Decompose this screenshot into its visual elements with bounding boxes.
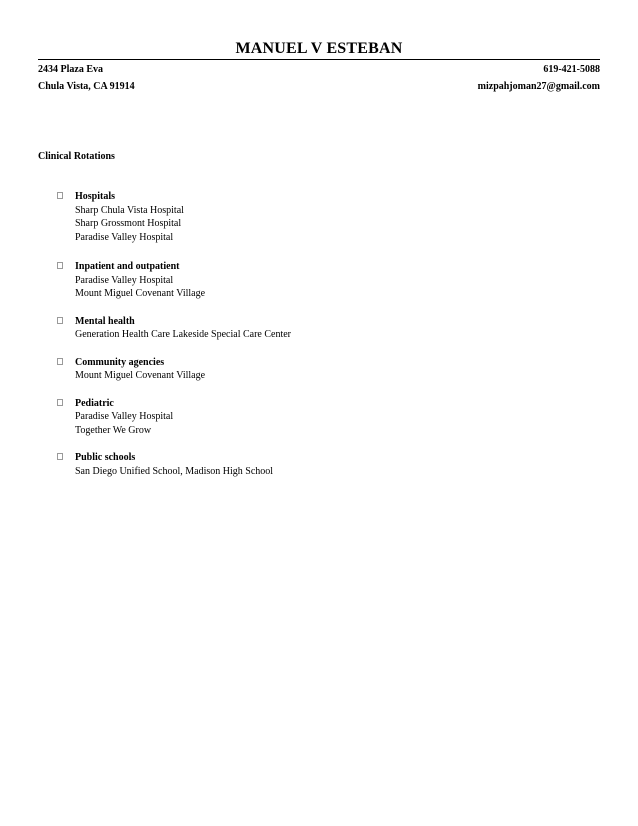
list-item xyxy=(57,356,577,383)
email-address: mizpahjoman27@gmail.com xyxy=(477,81,600,92)
list-item xyxy=(57,397,577,438)
checkbox-square-icon xyxy=(57,192,63,199)
checkbox-square-icon xyxy=(57,317,63,324)
entry-title: Public schools xyxy=(75,452,136,463)
entry-title: Community agencies xyxy=(75,356,165,368)
checkbox-square-icon xyxy=(57,453,63,460)
rotations-list xyxy=(57,190,577,478)
entry-title: Hospitals xyxy=(75,191,116,202)
entry-line: Generation Health Care Lakeside Special Care Center xyxy=(75,329,292,340)
checkbox-square-icon xyxy=(57,262,63,269)
entry-line: Sharp Chula Vista Hospital xyxy=(75,204,184,216)
phone-number: 619-421-5088 xyxy=(543,64,600,75)
list-item xyxy=(57,260,577,301)
entry-title: Mental health xyxy=(75,315,135,327)
header-divider xyxy=(38,59,600,60)
checkbox-square-icon xyxy=(57,358,63,365)
address-line-1: 2434 Plaza Eva xyxy=(38,64,103,75)
list-item xyxy=(57,315,577,342)
entry-line: San Diego Unified School, Madison High School xyxy=(75,465,274,477)
entry-title: Inpatient and outpatient xyxy=(75,261,180,272)
entry-line: Paradise Valley Hospital xyxy=(75,274,174,286)
entry-line: Mount Miguel Covenant Village xyxy=(75,288,206,299)
entry-line: Paradise Valley Hospital xyxy=(75,411,174,422)
applicant-name: MANUEL V ESTEBAN xyxy=(235,40,403,57)
contact-row-1 xyxy=(38,64,600,76)
entry-line: Mount Miguel Covenant Village xyxy=(75,370,206,381)
address-line-2: Chula Vista, CA 91914 xyxy=(38,81,135,92)
entry-line: Paradise Valley Hospital xyxy=(75,231,174,243)
checkbox-square-icon xyxy=(57,399,63,406)
list-item xyxy=(57,190,577,244)
contact-row-2 xyxy=(38,81,600,93)
section-title: Clinical Rotations xyxy=(38,151,115,162)
entry-line: Together We Grow xyxy=(75,424,152,436)
list-item xyxy=(57,451,577,478)
entry-line: Sharp Grossmont Hospital xyxy=(75,218,182,229)
entry-title: Pediatric xyxy=(75,397,114,409)
